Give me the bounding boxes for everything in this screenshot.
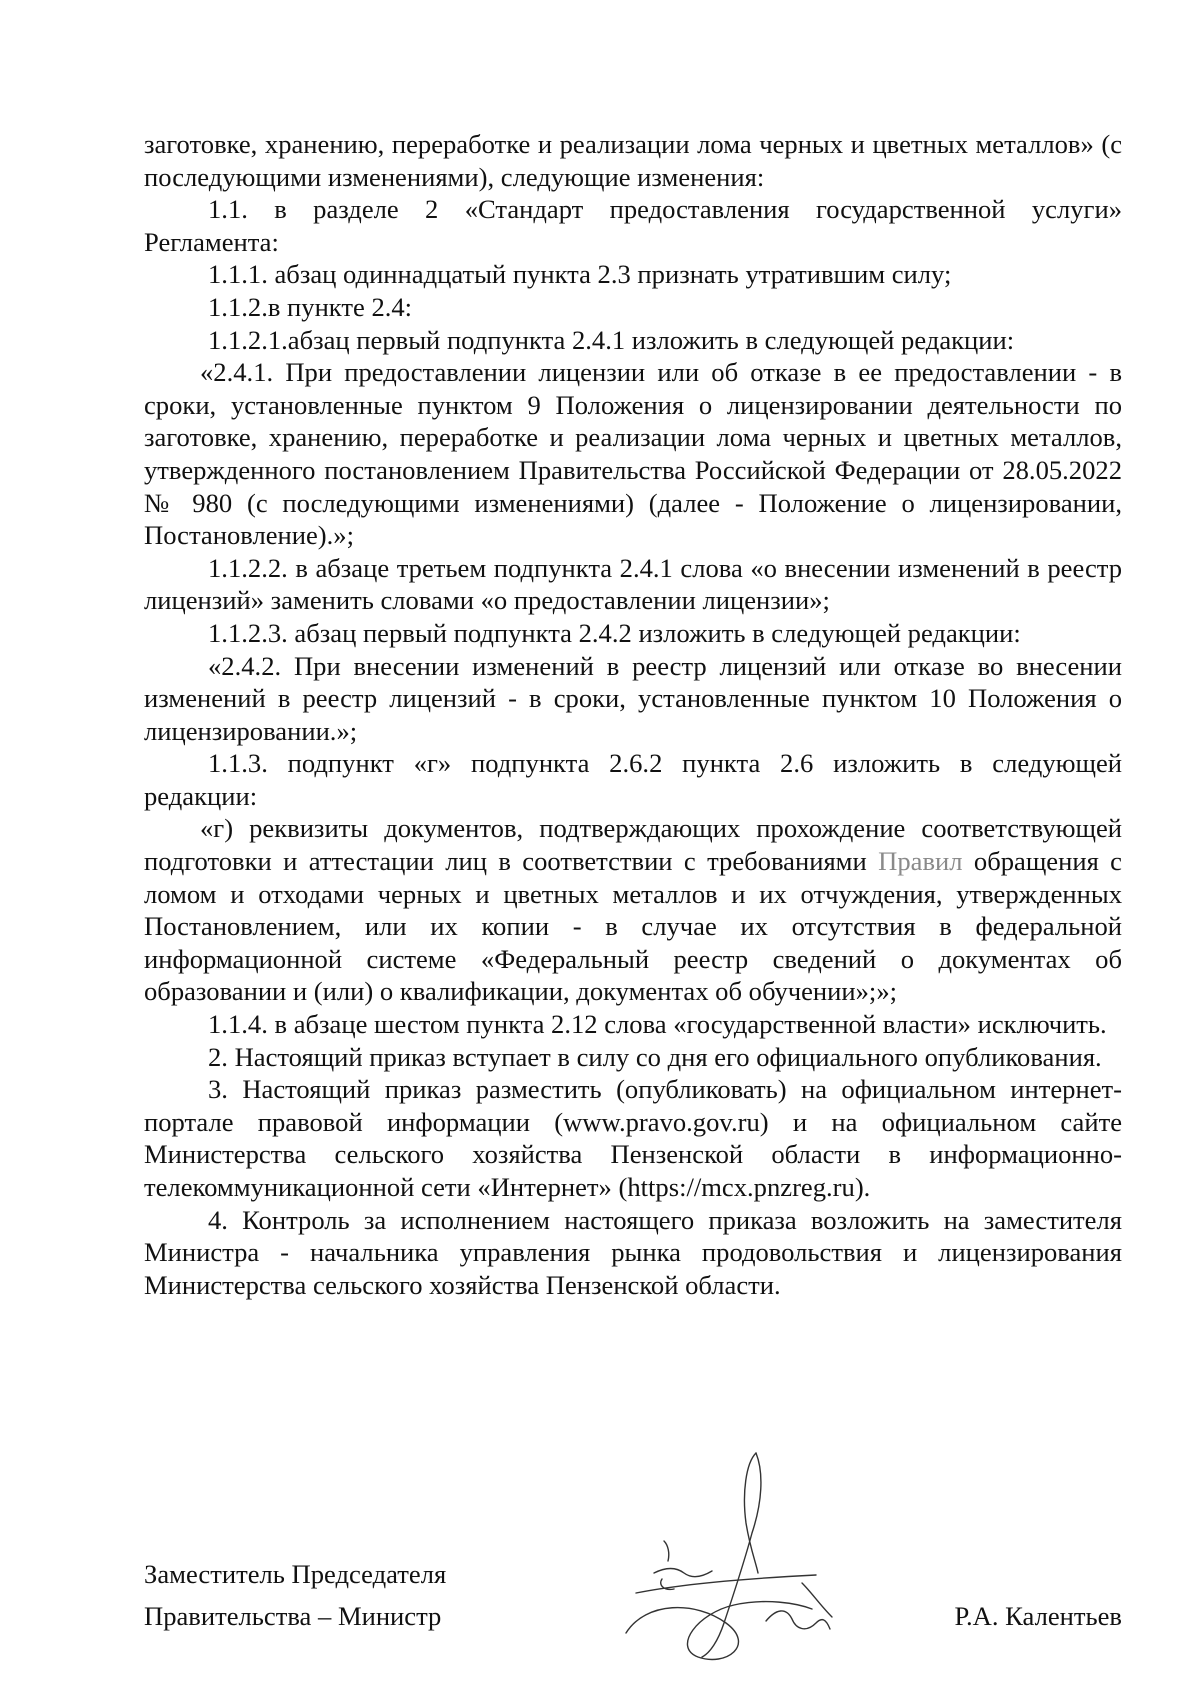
- paragraph-quote-2-4-1: «2.4.1. При предоставлении лицензии или об отказе в ее предоставлении - в сроки, установленные пунктом 9 Положения о лицензировании деятельности по заготовке, хранению, переработке и реализации лома черных и цветных металлов, утвержденного постановлением Правительства Российской Федерации от 28.05.2022 № 980 (с последующими изменениями) (далее - Положение о лицензировании, Постановление).»;: [144, 357, 1122, 551]
- position-line-1: Заместитель Председателя: [144, 1559, 447, 1589]
- paragraph-1-1-1: 1.1.1. абзац одиннадцатый пункта 2.3 признать утратившим силу;: [208, 259, 952, 290]
- paragraph-2: 2. Настоящий приказ вступает в силу со дня его официального опубликования.: [208, 1041, 1102, 1072]
- paragraph-4: 4. Контроль за исполнением настоящего приказа возложить на заместителя Министра - начальника управления рынка продовольствия и лицензирования Министерства сельского хозяйства Пензенской области.: [144, 1204, 1122, 1300]
- signatory-position: [144, 1553, 446, 1637]
- paragraph-1-1-3: 1.1.3. подпункт «г» подпункта 2.6.2 пункта 2.6 изложить в следующей редакции:: [144, 748, 1122, 811]
- paragraph-1-1: 1.1. в разделе 2 «Стандарт предоставления государственной услуги» Регламента:: [144, 194, 1122, 257]
- quote-g-part-2: обращения с ломом и отходами черных и цветных металлов и их отчуждения, утвержденных Постановлением, или их копии - в случае их отсутствия в федеральной информационной системе «Федеральный реестр сведений о документах об образовании и (или) о квалификации, документах об обучении»;»;: [144, 846, 1122, 1007]
- paragraph-1-1-4: 1.1.4. в абзаце шестом пункта 2.12 слова «государственной власти» исключить.: [208, 1009, 1107, 1040]
- document-body: [144, 128, 1122, 1301]
- paragraph-1-1-2-2: 1.1.2.2. в абзаце третьем подпункта 2.4.1 слова «о внесении изменений в реестр лицензий» заменить словами «о предоставлении лицензии»;: [144, 552, 1122, 616]
- paragraph-1-1-2: 1.1.2.в пункте 2.4:: [208, 291, 413, 322]
- paragraph-1-1-2-3: 1.1.2.3. абзац первый подпункта 2.4.2 изложить в следующей редакции:: [208, 617, 1021, 648]
- paragraph-intro: заготовке, хранению, переработке и реализации лома черных и цветных металлов» (с последующими изменениями), следующие изменения:: [144, 129, 1122, 192]
- handwritten-signature: [606, 1433, 866, 1673]
- position-line-2: Правительства – Министр: [144, 1601, 442, 1631]
- paragraph-quote-2-4-2: «2.4.2. При внесении изменений в реестр лицензий или отказе во внесении изменений в реестр лицензий - в сроки, установленные пунктом 10 Положения о лицензировании.»;: [144, 650, 1122, 746]
- signatory-name: Р.А. Калентьев: [954, 1601, 1122, 1631]
- signature-block: [144, 1553, 1122, 1673]
- paragraph-1-1-2-1: 1.1.2.1.абзац первый подпункта 2.4.1 изложить в следующей редакции:: [208, 324, 1015, 355]
- paragraph-3: 3. Настоящий приказ разместить (опубликовать) на официальном интернет-портале правовой информации (www.pravo.gov.ru) и на официальном сайте Министерства сельского хозяйства Пензенской области в информационно-телекоммуникационной сети «Интернет» (https://mcx.pnzreg.ru).: [144, 1074, 1122, 1202]
- quote-g-faded-word: Правил: [878, 846, 963, 877]
- paragraph-quote-g: [144, 812, 1122, 1008]
- quote-g-part-1: «г) реквизиты документов, подтверждающих прохождение соответствующей подготовки и аттестации лиц в соответствии с требованиями: [144, 813, 1122, 877]
